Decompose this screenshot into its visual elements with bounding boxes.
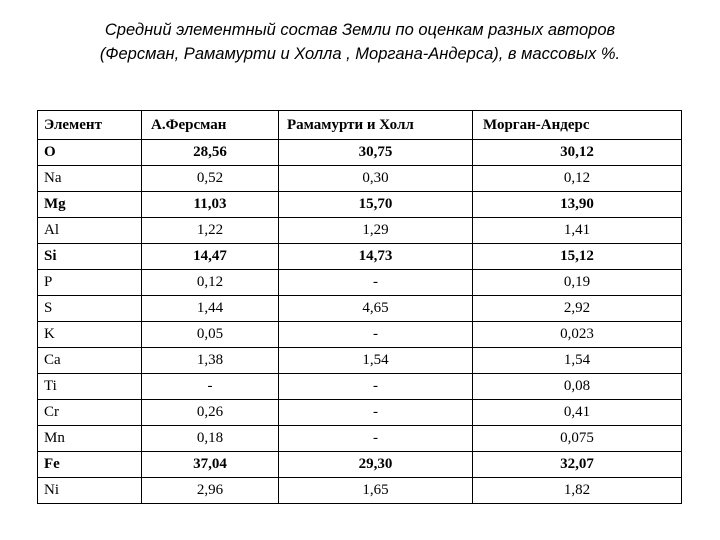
element-cell: Ca xyxy=(38,348,142,374)
table-row xyxy=(38,374,682,400)
ramamurti-hall-value: 1,29 xyxy=(279,218,473,244)
fersman-value: 11,03 xyxy=(142,192,279,218)
ramamurti-hall-value: - xyxy=(279,374,473,400)
fersman-value: 0,12 xyxy=(142,270,279,296)
ramamurti-hall-value: 30,75 xyxy=(279,140,473,166)
morgan-anders-value: 0,075 xyxy=(473,426,682,452)
morgan-anders-value: 32,07 xyxy=(473,452,682,478)
ramamurti-hall-value: - xyxy=(279,426,473,452)
title-line-2: (Ферсман, Рамамурти и Холла , Моргана-Андерса), в массовых %. xyxy=(99,45,621,63)
fersman-value: 0,05 xyxy=(142,322,279,348)
ramamurti-hall-value: - xyxy=(279,400,473,426)
fersman-value: 1,22 xyxy=(142,218,279,244)
morgan-anders-value: 2,92 xyxy=(473,296,682,322)
morgan-anders-value: 0,12 xyxy=(473,166,682,192)
morgan-anders-value: 13,90 xyxy=(473,192,682,218)
ramamurti-hall-value: 15,70 xyxy=(279,192,473,218)
fersman-value: 2,96 xyxy=(142,478,279,504)
fersman-value: 37,04 xyxy=(142,452,279,478)
morgan-anders-value: 0,19 xyxy=(473,270,682,296)
header-element: Элемент xyxy=(38,111,142,140)
element-cell: Ni xyxy=(38,478,142,504)
fersman-value: 0,26 xyxy=(142,400,279,426)
ramamurti-hall-value: 4,65 xyxy=(279,296,473,322)
fersman-value: - xyxy=(142,374,279,400)
morgan-anders-value: 30,12 xyxy=(473,140,682,166)
ramamurti-hall-value: 1,54 xyxy=(279,348,473,374)
morgan-anders-value: 0,023 xyxy=(473,322,682,348)
fersman-value: 0,18 xyxy=(142,426,279,452)
table-row xyxy=(38,192,682,218)
table-row xyxy=(38,296,682,322)
element-cell: Mn xyxy=(38,426,142,452)
slide-title xyxy=(0,18,720,66)
table-row xyxy=(38,478,682,504)
morgan-anders-value: 0,41 xyxy=(473,400,682,426)
element-cell: K xyxy=(38,322,142,348)
morgan-anders-value: 0,08 xyxy=(473,374,682,400)
table-row xyxy=(38,140,682,166)
table-row xyxy=(38,348,682,374)
ramamurti-hall-value: 29,30 xyxy=(279,452,473,478)
table-row xyxy=(38,244,682,270)
table-row xyxy=(38,426,682,452)
element-cell: Na xyxy=(38,166,142,192)
morgan-anders-value: 15,12 xyxy=(473,244,682,270)
morgan-anders-value: 1,82 xyxy=(473,478,682,504)
ramamurti-hall-value: - xyxy=(279,270,473,296)
element-cell: Si xyxy=(38,244,142,270)
fersman-value: 0,52 xyxy=(142,166,279,192)
fersman-value: 1,38 xyxy=(142,348,279,374)
title-line-1: Средний элементный состав Земли по оценкам разных авторов xyxy=(104,21,616,39)
morgan-anders-value: 1,54 xyxy=(473,348,682,374)
element-cell: O xyxy=(38,140,142,166)
element-cell: Al xyxy=(38,218,142,244)
composition-table xyxy=(37,110,682,504)
element-cell: Fe xyxy=(38,452,142,478)
fersman-value: 1,44 xyxy=(142,296,279,322)
header-ramamurti-hall: Рамамурти и Холл xyxy=(279,111,473,140)
table-row xyxy=(38,166,682,192)
element-cell: S xyxy=(38,296,142,322)
ramamurti-hall-value: 14,73 xyxy=(279,244,473,270)
element-cell: P xyxy=(38,270,142,296)
ramamurti-hall-value: 0,30 xyxy=(279,166,473,192)
table-row xyxy=(38,218,682,244)
table-header-row xyxy=(38,111,682,140)
table-row xyxy=(38,322,682,348)
element-cell: Mg xyxy=(38,192,142,218)
header-fersman: А.Ферсман xyxy=(142,111,279,140)
table-row xyxy=(38,270,682,296)
element-cell: Ti xyxy=(38,374,142,400)
element-cell: Cr xyxy=(38,400,142,426)
table-row xyxy=(38,400,682,426)
ramamurti-hall-value: 1,65 xyxy=(279,478,473,504)
morgan-anders-value: 1,41 xyxy=(473,218,682,244)
header-morgan-anders: Морган-Андерс xyxy=(473,111,682,140)
fersman-value: 28,56 xyxy=(142,140,279,166)
ramamurti-hall-value: - xyxy=(279,322,473,348)
table-row xyxy=(38,452,682,478)
table-body xyxy=(38,140,682,504)
fersman-value: 14,47 xyxy=(142,244,279,270)
